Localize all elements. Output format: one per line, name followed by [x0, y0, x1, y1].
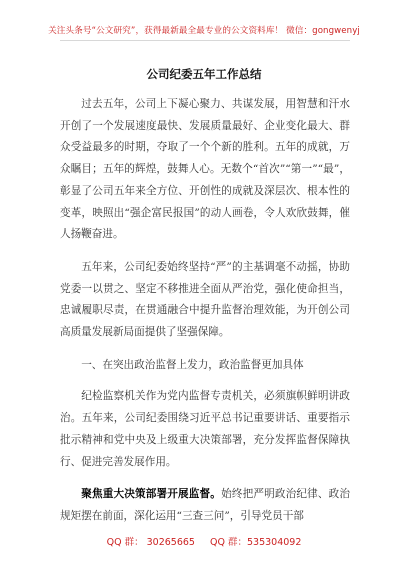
- header-divider: [60, 40, 350, 41]
- qq-group-1: QQ 群： 30265665: [106, 537, 195, 548]
- document-title: 公司纪委五年工作总结: [146, 67, 262, 81]
- paragraph-continuation: 始终把严明政治纪律、政治规矩摆在前面，深化运用“三查三问”，引导党员干部: [60, 488, 351, 522]
- footer-contact: [0, 534, 408, 548]
- qq-group-2: QQ 群：535304092: [210, 537, 302, 548]
- paragraph-summary: 五年来，公司纪委始终坚持“严”的主基调毫不动摇，协助党委一以贯之、坚定不移推进全面从严治党，强化使命担当，忠诚履职尽责，在贯通融合中提升监督治理效能，为开创公司高质量发展新局面提供了坚强保障。: [60, 260, 350, 339]
- paragraph-decision-supervision: [60, 484, 350, 527]
- header-banner: 关注头条号“公文研究”，获得最新最全最专业的公文资料库！ 微信：gongwenyj: [48, 26, 360, 36]
- paragraph-intro: 过去五年，公司上下凝心聚力、共谋发展，用智慧和汗水开创了一个发展速度最快、发展质量最好、企业变化最大、群众受益最多的时期，夺取了一个个新的胜利。五年的成就，万众瞩目；五年的辉煌，鼓舞人心。无数个“首次”“第一”“最”，彰显了公司五年来全方位、开创性的成就及深层次、根本性的变革，映照出“强企富民报国”的动人画卷，令人欢欣鼓舞，催人扬鞭奋进。: [60, 98, 350, 241]
- section-heading: 一、在突出政治监督上发力，政治监督更加具体: [81, 358, 304, 371]
- document-body: [60, 94, 350, 539]
- bold-lead-text: 聚焦重大决策部署开展监督。: [81, 488, 222, 501]
- paragraph-political-supervision: 纪检监察机关作为党内监督专责机关，必须旗帜鲜明讲政治。五年来，公司纪委围绕习近平总书记重要讲话、重要指示批示精神和党中央及上级重大决策部署，充分发挥监督保障执行、促进完善发展作用。: [60, 390, 350, 468]
